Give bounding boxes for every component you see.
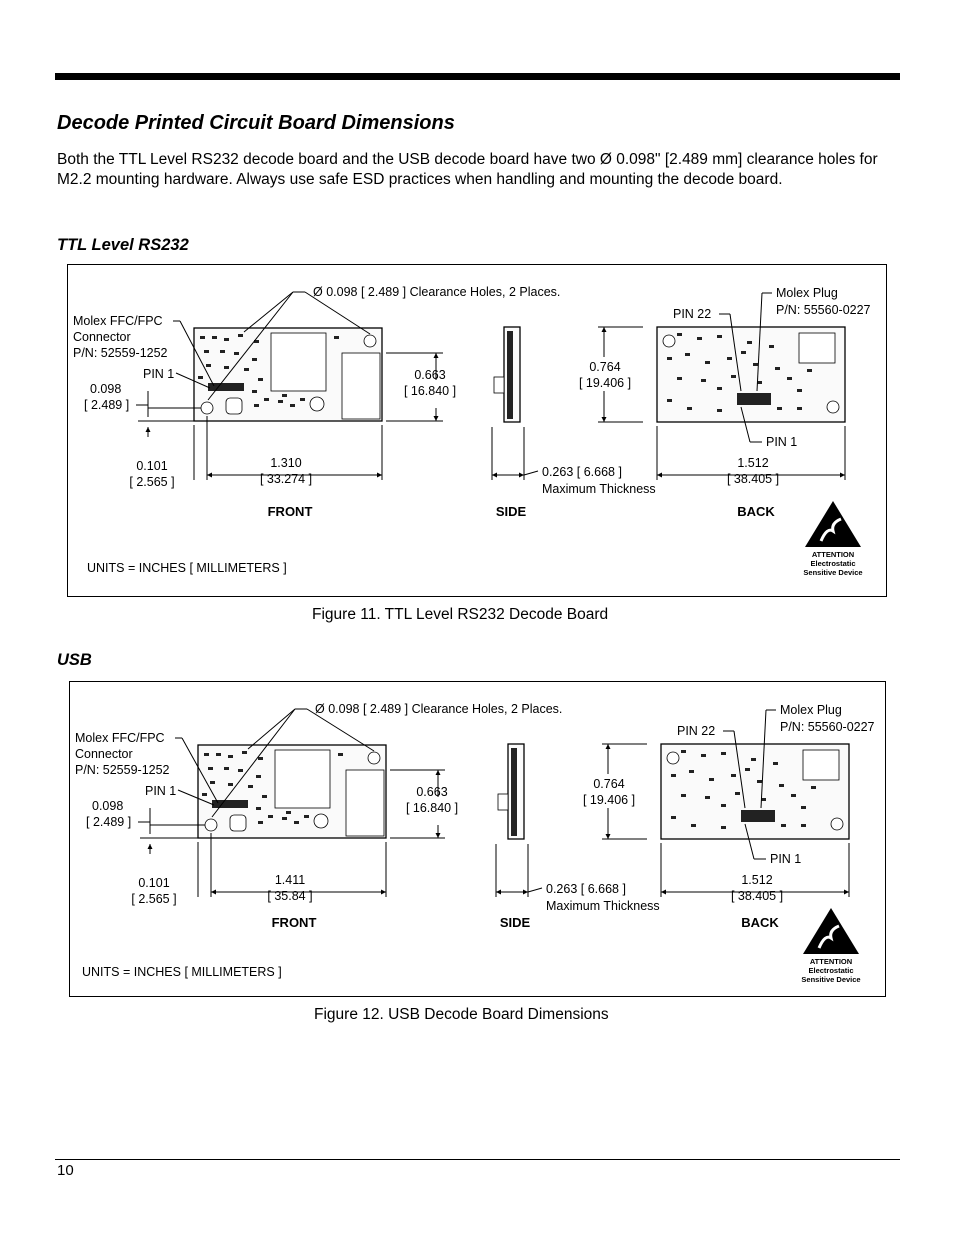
arrowhead	[381, 890, 386, 895]
label-units: UNITS = INCHES [ MILLIMETERS ]	[87, 561, 287, 575]
label-pin22: PIN 22	[677, 724, 716, 738]
label-pin1-front: PIN 1	[143, 367, 175, 381]
arrowhead	[434, 416, 439, 421]
back-smd-part	[687, 407, 692, 410]
back-smd-part	[685, 353, 690, 356]
front-smd-part	[202, 793, 207, 796]
front-smd-part	[198, 376, 203, 379]
arrowhead	[661, 890, 666, 895]
label-dim-764-mm: [ 19.406 ]	[578, 376, 632, 390]
front-smd-part	[204, 753, 209, 756]
back-smd-part	[781, 824, 786, 827]
label-pin1-front: PIN 1	[145, 784, 177, 798]
front-component-block	[346, 770, 384, 836]
back-smd-part	[731, 375, 736, 378]
back-smd-part	[705, 796, 710, 799]
back-smd-part	[721, 804, 726, 807]
back-smd-part	[691, 824, 696, 827]
label-dim-663: 0.663	[414, 368, 446, 382]
label-connector: Connector	[73, 330, 131, 344]
front-smd-part	[264, 398, 269, 401]
back-smd-part	[717, 409, 722, 412]
arrowhead	[434, 353, 439, 358]
front-smd-part	[258, 821, 263, 824]
back-smd-part	[801, 824, 806, 827]
back-smd-part	[705, 361, 710, 364]
front-smd-part	[244, 368, 249, 371]
leader-line	[244, 292, 293, 332]
section-title-ttl: TTL Level RS232	[57, 236, 189, 254]
back-clearance-hole	[663, 335, 675, 347]
front-smd-part	[282, 394, 287, 397]
back-smd-part	[701, 379, 706, 382]
arrowhead	[602, 417, 607, 422]
figure-usb-drawing	[70, 682, 885, 996]
front-inductor	[230, 815, 246, 831]
label-molex-plug-pn: P/N: 55560-0227	[780, 720, 875, 734]
back-smd-part	[775, 367, 780, 370]
front-smd-part	[252, 358, 257, 361]
side-components	[511, 748, 517, 836]
front-smd-part	[304, 815, 309, 818]
leader-line	[524, 471, 538, 475]
view-title-front: FRONT	[271, 915, 317, 930]
label-dim-1512-mm: [ 38.405 ]	[730, 889, 784, 903]
view-title-side: SIDE	[499, 915, 531, 930]
arrowhead	[657, 473, 662, 478]
label-pin1-back: PIN 1	[770, 852, 802, 866]
arrowhead	[377, 473, 382, 478]
back-smd-part	[779, 784, 784, 787]
back-smd-part	[721, 826, 726, 829]
front-smd-part	[208, 767, 213, 770]
back-smd-part	[681, 794, 686, 797]
arrowhead	[840, 473, 845, 478]
arrowhead	[492, 473, 497, 478]
front-smd-part	[254, 404, 259, 407]
front-smd-part	[258, 378, 263, 381]
front-smd-part	[210, 781, 215, 784]
front-smd-part	[248, 785, 253, 788]
esd-sensitive-device: Sensitive Device	[803, 568, 863, 577]
back-smd-part	[787, 377, 792, 380]
front-smd-part	[262, 795, 267, 798]
label-dim-098-mm: [ 2.489 ]	[86, 815, 132, 829]
label-pin1-back: PIN 1	[766, 435, 798, 449]
figure-caption-ttl: Figure 11. TTL Level RS232 Decode Board	[312, 606, 609, 623]
back-smd-part	[801, 806, 806, 809]
front-smd-part	[300, 398, 305, 401]
label-molex-plug-pn: P/N: 55560-0227	[776, 303, 871, 317]
label-clearance-holes: Ø 0.098 [ 2.489 ] Clearance Holes, 2 Places.	[313, 285, 561, 299]
front-smd-part	[258, 757, 263, 760]
front-smd-part	[294, 821, 299, 824]
figure-ttl	[67, 264, 887, 597]
label-dim-263: 0.263 [ 6.668 ]	[542, 465, 622, 479]
front-smd-part	[206, 364, 211, 367]
label-dim-098: 0.098	[90, 382, 122, 396]
label-dim-width-mm: [ 33.274 ]	[259, 472, 313, 486]
back-smd-part	[757, 780, 762, 783]
back-smd-part	[671, 774, 676, 777]
label-dim-1512: 1.512	[741, 873, 773, 887]
view-title-back: BACK	[741, 915, 779, 930]
label-dim-width: 1.411	[274, 873, 306, 887]
back-smd-part	[797, 389, 802, 392]
back-smd-part	[677, 377, 682, 380]
header-rule	[55, 73, 900, 80]
back-smd-part	[671, 816, 676, 819]
view-title-back: BACK	[737, 504, 775, 519]
back-smd-part	[701, 754, 706, 757]
front-smd-part	[216, 753, 221, 756]
side-plug	[494, 377, 504, 393]
back-smd-part	[811, 786, 816, 789]
label-units: UNITS = INCHES [ MILLIMETERS ]	[82, 965, 282, 979]
label-dim-1512-mm: [ 38.405 ]	[726, 472, 780, 486]
label-max-thickness: Maximum Thickness	[542, 482, 656, 496]
back-smd-part	[721, 752, 726, 755]
back-smd-part	[741, 351, 746, 354]
label-molex-plug: Molex Plug	[776, 286, 838, 300]
arrowhead	[146, 427, 151, 432]
front-smd-part	[256, 807, 261, 810]
front-smd-part	[286, 811, 291, 814]
back-smd-part	[735, 792, 740, 795]
front-crystal	[310, 397, 324, 411]
back-smd-part	[681, 750, 686, 753]
back-molex-plug	[737, 393, 771, 405]
front-clearance-hole	[364, 335, 376, 347]
front-smd-part	[204, 350, 209, 353]
front-smd-part	[338, 753, 343, 756]
esd-attention: ATTENTION	[811, 550, 855, 559]
back-smd-part	[753, 363, 758, 366]
front-inductor	[226, 398, 242, 414]
front-smd-part	[238, 334, 243, 337]
label-clearance-holes: Ø 0.098 [ 2.489 ] Clearance Holes, 2 Places.	[315, 702, 563, 716]
arrowhead	[606, 834, 611, 839]
front-clearance-hole	[368, 752, 380, 764]
footer-rule	[55, 1159, 900, 1160]
side-plug	[498, 794, 508, 810]
back-smd-part	[745, 768, 750, 771]
leader-line	[248, 709, 295, 749]
label-dim-098: 0.098	[92, 799, 124, 813]
label-molex-plug: Molex Plug	[780, 703, 842, 717]
back-smd-part	[731, 774, 736, 777]
front-smd-part	[290, 404, 295, 407]
label-dim-101: 0.101	[136, 459, 168, 473]
label-dim-263: 0.263 [ 6.668 ]	[546, 882, 626, 896]
arrowhead	[436, 770, 441, 775]
back-module	[803, 750, 839, 780]
esd-attention: ATTENTION	[809, 957, 853, 966]
label-molex-ffc: Molex FFC/FPC	[75, 731, 165, 745]
arrowhead	[606, 744, 611, 749]
front-smd-part	[238, 769, 243, 772]
label-ffc-pn: P/N: 52559-1252	[75, 763, 170, 777]
figure-ttl-drawing	[68, 265, 886, 596]
back-smd-part	[791, 794, 796, 797]
arrowhead	[602, 327, 607, 332]
label-dim-098-mm: [ 2.489 ]	[84, 398, 130, 412]
figure-caption-usb: Figure 12. USB Decode Board Dimensions	[314, 1006, 609, 1023]
front-crystal	[314, 814, 328, 828]
front-smd-part	[252, 390, 257, 393]
label-molex-ffc: Molex FFC/FPC	[73, 314, 163, 328]
label-dim-764: 0.764	[589, 360, 621, 374]
page-heading: Decode Printed Circuit Board Dimensions	[57, 112, 455, 134]
arrowhead	[436, 833, 441, 838]
arrowhead	[148, 844, 153, 849]
back-smd-part	[773, 762, 778, 765]
front-smd-part	[278, 400, 283, 403]
label-dim-764: 0.764	[593, 777, 625, 791]
back-clearance-hole	[827, 401, 839, 413]
front-smd-part	[224, 767, 229, 770]
front-smd-part	[212, 336, 217, 339]
intro-paragraph: Both the TTL Level RS232 decode board and the USB decode board have two Ø 0.098" [2.489 mm] clearance holes for M2.2 mounting hardware. Always use safe ESD practices when handling and mounting the decode board.	[57, 151, 878, 188]
front-clearance-hole	[205, 819, 217, 831]
back-smd-part	[777, 407, 782, 410]
esd-electrostatic: Electrostatic	[808, 966, 854, 975]
label-dim-width-mm: [ 35.84 ]	[267, 889, 313, 903]
back-smd-part	[747, 341, 752, 344]
esd-sensitive-device: Sensitive Device	[801, 975, 861, 984]
front-component-block	[342, 353, 380, 419]
front-main-chip	[275, 750, 330, 808]
view-title-front: FRONT	[267, 504, 313, 519]
esd-electrostatic: Electrostatic	[810, 559, 856, 568]
front-smd-part	[200, 336, 205, 339]
section-title-usb: USB	[57, 651, 92, 669]
label-dim-101: 0.101	[138, 876, 170, 890]
front-smd-part	[334, 336, 339, 339]
label-dim-101-mm: [ 2.565 ]	[129, 475, 175, 489]
back-smd-part	[667, 357, 672, 360]
page-number: 10	[57, 1162, 74, 1179]
label-dim-663-mm: [ 16.840 ]	[405, 801, 459, 815]
back-molex-plug	[741, 810, 775, 822]
front-smd-part	[234, 352, 239, 355]
back-module	[799, 333, 835, 363]
back-smd-part	[697, 337, 702, 340]
front-smd-part	[228, 755, 233, 758]
back-smd-part	[727, 357, 732, 360]
front-smd-part	[224, 366, 229, 369]
front-smd-part	[242, 751, 247, 754]
back-smd-part	[677, 333, 682, 336]
back-smd-part	[807, 369, 812, 372]
side-components	[507, 331, 513, 419]
label-dim-764-mm: [ 19.406 ]	[582, 793, 636, 807]
front-smd-part	[220, 350, 225, 353]
arrowhead	[523, 890, 528, 895]
back-smd-part	[717, 335, 722, 338]
label-dim-width: 1.310	[270, 456, 302, 470]
view-title-side: SIDE	[495, 504, 527, 519]
front-smd-part	[282, 817, 287, 820]
arrowhead	[519, 473, 524, 478]
back-smd-part	[689, 770, 694, 773]
label-max-thickness: Maximum Thickness	[546, 899, 660, 913]
front-smd-part	[228, 783, 233, 786]
back-clearance-hole	[667, 752, 679, 764]
arrowhead	[211, 890, 216, 895]
arrowhead	[207, 473, 212, 478]
front-clearance-hole	[201, 402, 213, 414]
front-main-chip	[271, 333, 326, 391]
back-smd-part	[751, 758, 756, 761]
leader-line	[528, 888, 542, 892]
figure-usb	[69, 681, 886, 997]
back-smd-part	[667, 399, 672, 402]
arrowhead	[844, 890, 849, 895]
label-dim-101-mm: [ 2.565 ]	[131, 892, 177, 906]
back-smd-part	[797, 407, 802, 410]
front-smd-part	[268, 815, 273, 818]
front-smd-part	[256, 775, 261, 778]
back-smd-part	[769, 345, 774, 348]
label-dim-663-mm: [ 16.840 ]	[403, 384, 457, 398]
back-clearance-hole	[831, 818, 843, 830]
label-ffc-pn: P/N: 52559-1252	[73, 346, 168, 360]
label-pin22: PIN 22	[673, 307, 712, 321]
front-smd-part	[224, 338, 229, 341]
arrowhead	[496, 890, 501, 895]
label-dim-1512: 1.512	[737, 456, 769, 470]
back-smd-part	[709, 778, 714, 781]
label-dim-663: 0.663	[416, 785, 448, 799]
back-smd-part	[717, 387, 722, 390]
label-connector: Connector	[75, 747, 133, 761]
